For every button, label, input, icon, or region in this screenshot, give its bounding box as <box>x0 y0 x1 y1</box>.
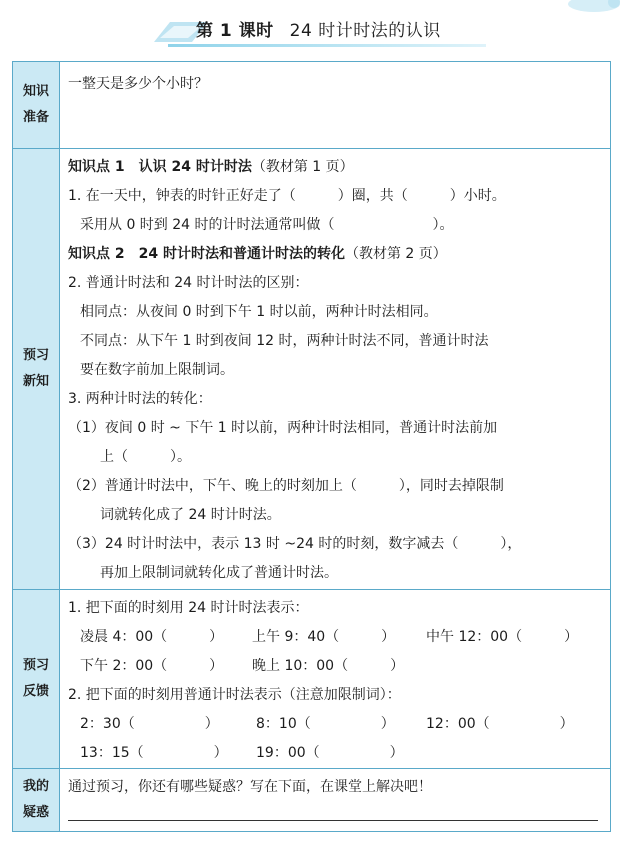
study-table <box>12 61 611 832</box>
cloud-decoration-icon <box>544 0 624 14</box>
lesson-number: 第 1 课时 <box>196 21 274 41</box>
kp1-reference: （教材第 1 页） <box>251 159 354 175</box>
side-label <box>13 62 60 149</box>
side-label <box>13 590 60 769</box>
f2-item: 13：15（ ） <box>80 745 228 761</box>
answer-line[interactable] <box>68 820 598 821</box>
prep-question: 一整天是多少个小时？ <box>68 76 208 92</box>
side-label-line-2: 疑惑 <box>22 805 49 820</box>
q1-line-a: 1. 在一天中，钟表的时针正好走了（ ）圈，共（ ）小时。 <box>68 188 506 204</box>
f2-item: 19：00（ ） <box>256 745 404 761</box>
f1-item: 凌晨 4：00（ ） <box>80 629 224 645</box>
title-underline <box>168 44 486 47</box>
q3-3a: （3）24 时计时法中，表示 13 时 ~24 时的时刻，数字减去（ ）， <box>68 536 522 552</box>
q3-2b: 词就转化成了 24 时计时法。 <box>100 507 281 523</box>
section-knowledge-prep <box>13 62 611 149</box>
side-label-line-1: 知识 <box>22 84 49 99</box>
q2-title: 2. 普通计时法和 24 时计时法的区别： <box>68 275 309 291</box>
feedback-2-title: 2. 把下面的时刻用普通计时法表示（注意加限制词）： <box>68 687 401 703</box>
page-header <box>0 0 624 52</box>
section-preview-feedback <box>13 590 611 769</box>
knowledge-point-2 <box>68 240 604 269</box>
doubt-prompt: 通过预习，你还有哪些疑惑？写在下面，在课堂上解决吧！ <box>68 779 432 795</box>
section-content <box>60 590 611 769</box>
section-preview-new <box>13 149 611 590</box>
f2-item: 12：00（ ） <box>426 716 574 732</box>
section-my-doubts <box>13 769 611 832</box>
kp1-title: 知识点 1 认识 24 时计时法 <box>68 159 252 175</box>
section-content <box>60 769 611 832</box>
side-label-line-1: 预习 <box>22 348 49 363</box>
q1-line-b: 采用从 0 时到 24 时的计时法通常叫做（ ）。 <box>80 217 454 233</box>
side-label <box>13 149 60 590</box>
q3-2a: （2）普通计时法中，下午、晚上的时刻加上（ ），同时去掉限制 <box>68 478 504 494</box>
q2-diff-b: 要在数字前加上限制词。 <box>80 362 234 378</box>
side-label-line-1: 预习 <box>22 658 49 673</box>
feedback-1-row-2 <box>68 652 604 681</box>
f1-item: 中午 12：00（ ） <box>426 629 579 645</box>
f2-item: 8：10（ ） <box>256 716 395 732</box>
f1-item: 上午 9：40（ ） <box>252 629 396 645</box>
feedback-1-title: 1. 把下面的时刻用 24 时计时法表示： <box>68 600 309 616</box>
q2-same: 相同点：从夜间 0 时到下午 1 时以前，两种计时法相同。 <box>80 304 438 320</box>
section-content <box>60 149 611 590</box>
side-label-line-1: 我的 <box>22 779 49 794</box>
q2-diff-a: 不同点：从下午 1 时到夜间 12 时，两种计时法不同，普通计时法 <box>80 333 489 349</box>
lesson-title: 24 时计时法的认识 <box>289 21 441 41</box>
knowledge-point-1 <box>68 153 604 182</box>
feedback-2-row-2 <box>68 739 604 768</box>
q3-1a: （1）夜间 0 时 ~ 下午 1 时以前，两种计时法相同，普通计时法前加 <box>68 420 498 436</box>
f2-item: 2：30（ ） <box>80 716 219 732</box>
feedback-2-row-1 <box>68 710 604 739</box>
f1-item: 晚上 10：00（ ） <box>252 658 405 674</box>
f1-item: 下午 2：00（ ） <box>80 658 224 674</box>
q3-1b: 上（ ）。 <box>100 449 191 465</box>
side-label-line-2: 反馈 <box>22 684 49 699</box>
kp2-title: 知识点 2 24 时计时法和普通计时法的转化 <box>68 246 345 262</box>
side-label <box>13 769 60 832</box>
side-label-line-2: 准备 <box>22 110 49 125</box>
feedback-1-row-1 <box>68 623 604 652</box>
q3-3b: 再加上限制词就转化成了普通计时法。 <box>100 565 338 581</box>
side-label-line-2: 新知 <box>22 374 49 389</box>
kp2-reference: （教材第 2 页） <box>344 246 447 262</box>
page-title <box>196 16 441 41</box>
section-content <box>60 62 611 149</box>
q3-title: 3. 两种计时法的转化： <box>68 391 212 407</box>
